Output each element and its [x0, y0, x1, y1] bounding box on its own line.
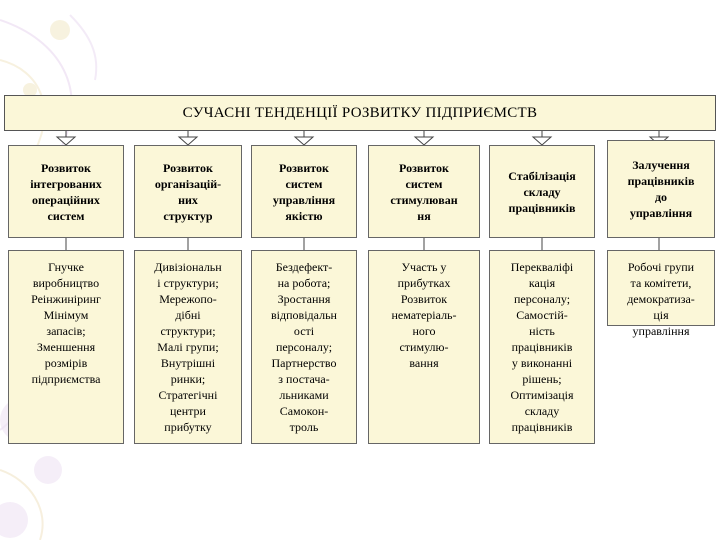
- header-employee-involvement: [607, 140, 715, 238]
- header-staff-stability-label: Стабілізація складу працівників: [508, 168, 576, 215]
- header-motivation: [368, 145, 480, 238]
- header-quality-label: Розвиток систем управління якістю: [272, 160, 336, 223]
- header-operations-label: Розвиток інтегрованих операційних систем: [30, 160, 102, 223]
- header-org-structures: [134, 145, 242, 238]
- body-motivation-text: Участь у прибутках Розвиток нематеріаль- ного стимулю- вання: [391, 260, 457, 370]
- body-operations: [8, 250, 124, 444]
- header-employee-involvement-label: Залучення працівників до управління: [627, 158, 695, 220]
- body-motivation: [368, 250, 480, 444]
- body-staff-stability: [489, 250, 595, 444]
- body-org-structures: [134, 250, 242, 444]
- body-org-structures-text: Дивізіональн і структури; Мережопо- дібні структури; Малі групи; Внутрішні ринки; Стратегічні центри прибутку: [154, 260, 222, 434]
- header-org-structures-label: Розвиток організацій- них структур: [154, 160, 222, 223]
- body-quality: [251, 250, 357, 444]
- body-employee-involvement: [607, 250, 715, 338]
- body-employee-involvement-text: Робочі групи та комітети, демократиза- ція управління: [627, 260, 695, 338]
- header-operations: [8, 145, 124, 238]
- header-staff-stability: [489, 145, 595, 238]
- body-operations-text: Гнучке виробництво Реінжиніринг Мінімум запасів; Зменшення розмірів підприємства: [31, 260, 101, 386]
- body-staff-stability-text: Перекваліфі кація персоналу; Самостій- ність працівників у виконанні рішень; Оптимізація складу працівників: [510, 260, 574, 434]
- header-motivation-label: Розвиток систем стимулюван ня: [390, 160, 458, 223]
- diagram-title: СУЧАСНІ ТЕНДЕНЦІЇ РОЗВИТКУ ПІДПРИЄМСТВ: [4, 95, 716, 131]
- body-quality-text: Бездефект- на робота; Зростання відповідальн ості персоналу; Партнерство з постача- льниками Самокон- троль: [271, 260, 337, 434]
- header-quality: [251, 145, 357, 238]
